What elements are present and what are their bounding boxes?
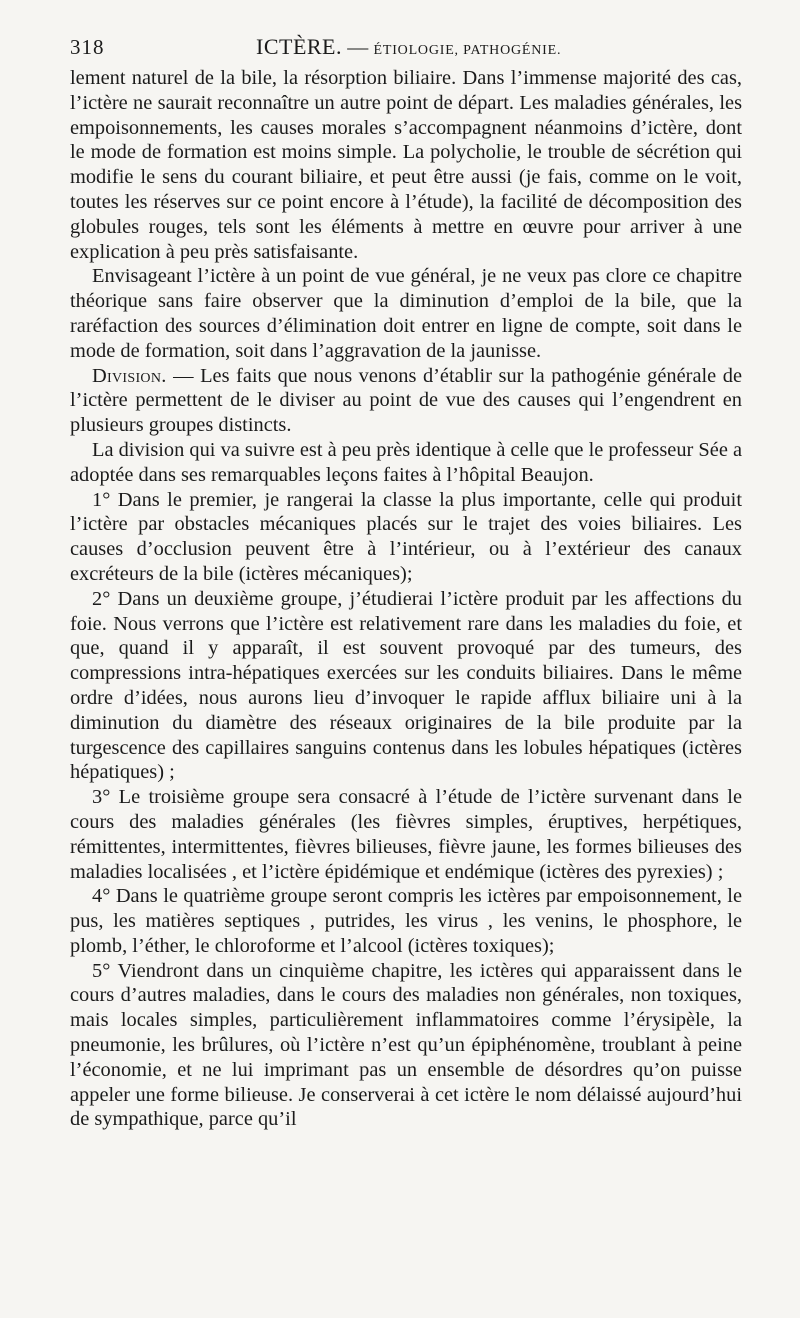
body-text	[70, 66, 742, 1132]
paragraph-group-3: 3° Le troisième groupe sera consacré à l’étude de l’ictère survenant dans le cours des maladies générales (les fièvres simples, éruptives, herpétiques, rémittentes, intermittentes, fièvres bilieuses, fièvre jaune, les formes bilieuses des maladies localisées , et l’ictère épidémique et endémique (ictères des pyrexies) ;	[70, 786, 742, 883]
paragraph-division: Division. — Les faits que nous venons d’établir sur la pathogénie générale de l’ictère permettent de le diviser au point de vue des causes qui l’engendrent en plusieurs groupes distincts.	[70, 364, 742, 437]
running-header	[70, 30, 742, 64]
division-heading: Division.	[92, 364, 167, 387]
chapter-subtitle: ÉTIOLOGIE, PATHOGÉNIE.	[373, 43, 562, 58]
running-title	[256, 30, 561, 68]
paragraph: lement naturel de la bile, la résorption biliaire. Dans l’immense majorité des cas, l’ictère ne saurait reconnaître un autre point de départ. Les maladies générales, les empoisonnements, les causes morales s’accompagnent néanmoins d’ictère, dont le mode de formation est moins simple. La polycholie, le trouble de sécrétion qui modifie le sens du courant biliaire, et peut être aussi (je fais, comme on le voit, toutes les réserves sur ce point encore à l’étude), la facilité de décomposition des globules rouges, tels sont les éléments à mettre en œuvre pour arriver à une explication à peu près satisfaisante.	[70, 67, 742, 263]
chapter-title: ICTÈRE.	[256, 34, 342, 59]
paragraph-group-4: 4° Dans le quatrième groupe seront compris les ictères par empoisonnement, le pus, les matières septiques , putrides, les virus , les venins, le phosphore, le plomb, l’éther, le chloroforme et l’alcool (ictères toxiques);	[70, 885, 742, 957]
title-separator: —	[347, 35, 369, 59]
paragraph-group-1: 1° Dans le premier, je rangerai la classe la plus importante, celle qui produit l’ictère par obstacles mécaniques placés sur le trajet des voies biliaires. Les causes d’occlusion peuvent être à l’intérieur, ou à l’extérieur des canaux excréteurs de la bile (ictères mécaniques);	[70, 488, 742, 585]
paragraph-group-2: 2° Dans un deuxième groupe, j’étudierai l’ictère produit par les affections du foie. Nous verrons que l’ictère est relativement rare dans les maladies du foie, et que, quand il y apparaît, il est souvent provoqué par des tumeurs, des compressions intra-hépatiques exercées sur les conduits biliaires. Dans le même ordre d’idées, nous aurons lieu d’invoquer le rapide afflux biliaire uni à la diminution du diamètre des réseaux originaires de la bile produite par la turgescence des capillaires sanguins contenus dans les lobules hépatiques (ictères hépatiques) ;	[70, 587, 742, 784]
paragraph: Envisageant l’ictère à un point de vue général, je ne veux pas clore ce chapitre théorique sans faire observer que la diminution d’emploi de la bile, que la raréfaction des sources d’élimination doit entrer en ligne de compte, soit dans le mode de formation, soit dans l’aggravation de la jaunisse.	[70, 265, 742, 362]
page-number: 318	[70, 35, 105, 59]
paragraph-group-5: 5° Viendront dans un cinquième chapitre, les ictères qui apparaissent dans le cours d’autres maladies, dans le cours des maladies non générales, non toxiques, mais locales simples, particulièrement inflammatoires comme l’érysipèle, la pneumonie, les brûlures, où l’ictère n’est qu’un épiphénomène, troublant à peine l’économie, et ne lui imprimant pas un ensemble de désordres qu’on puisse appeler une forme bilieuse. Je conserverai à cet ictère le nom délaissé aujourd’hui de sympathique, parce qu’il	[70, 959, 742, 1131]
paragraph: La division qui va suivre est à peu près identique à celle que le professeur Sée a adoptée dans ses remarquables leçons faites à l’hôpital Beaujon.	[70, 438, 743, 486]
